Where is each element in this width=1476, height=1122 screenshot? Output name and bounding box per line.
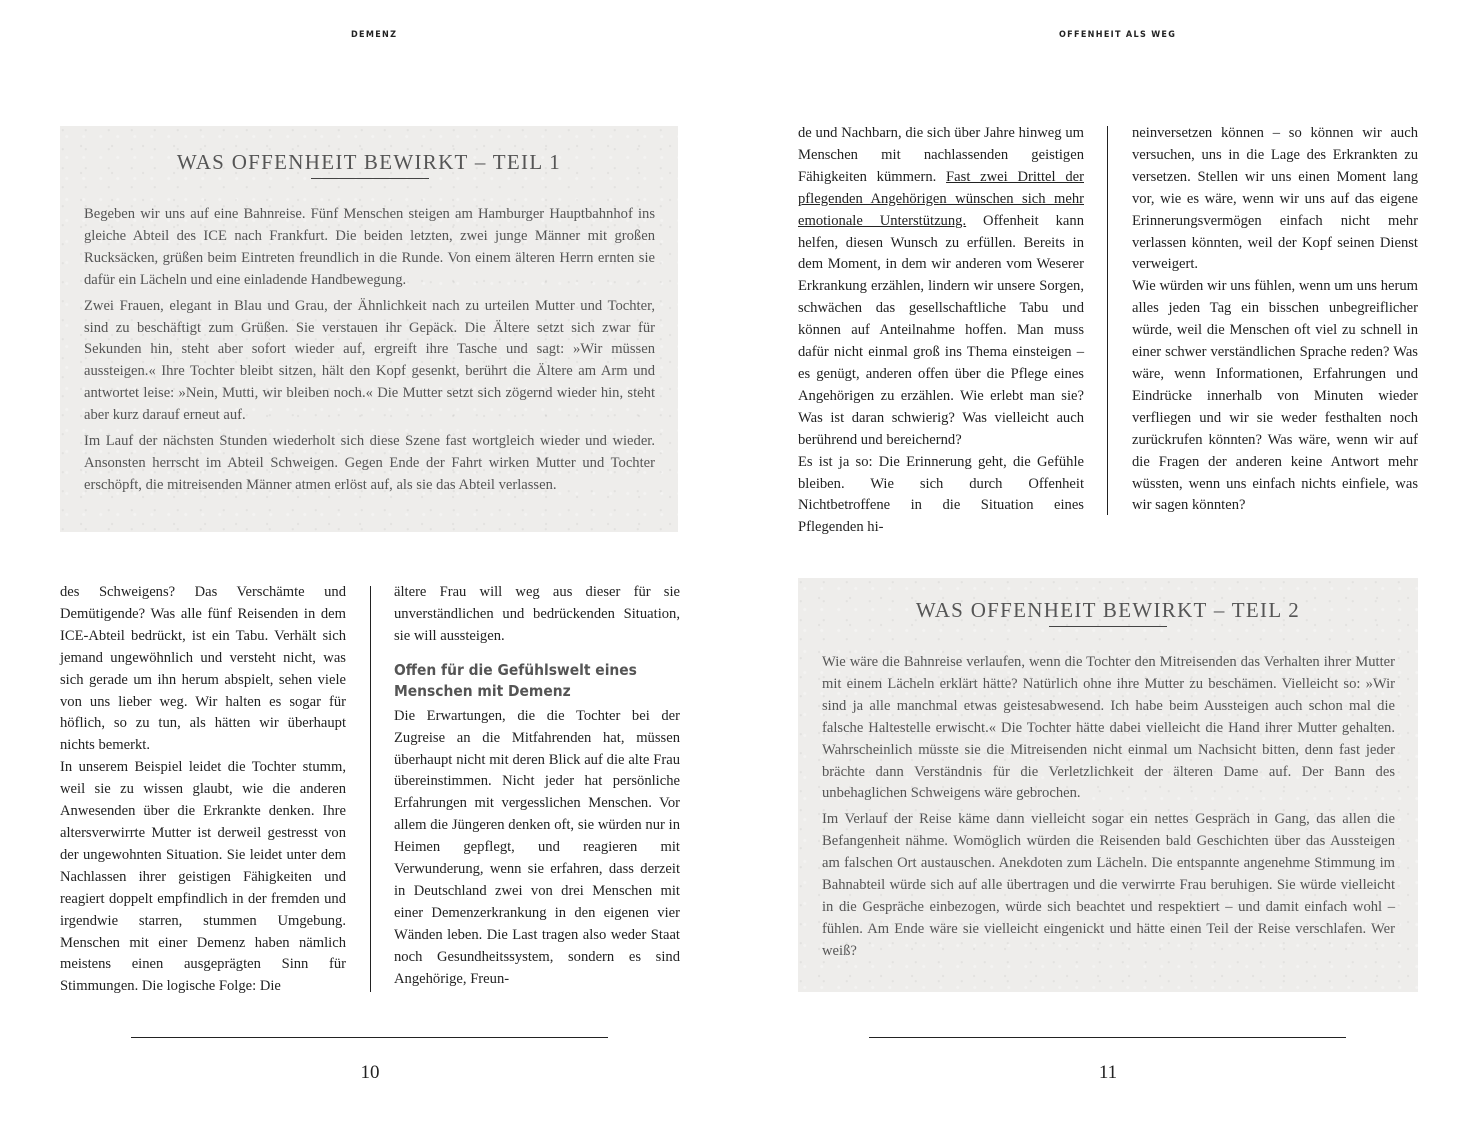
text-run: Offenheit kann helfen, diesen Wunsch zu erfüllen. Bereits in dem Moment, in dem wir anderen vom Weserer Erkrankung erzählen, lindern wir unsere Sorgen, schwächen das gesellschaftliche Tabu und können auf Anteilnahme hoffen. Man muss dafür nicht einmal groß ins Thema einsteigen – es genügt, anderen offen über die Pflege eines Angehörigen zu erzählen. Wie erlebt man sie? Was ist daran schwierig? Was vielleicht auch berührend und bereichernd? bbox=[798, 212, 1084, 448]
body-paragraph: In unserem Beispiel leidet die Tochter stumm, weil sie zu wissen glaubt, wie die anderen Anwesenden über die Erkrankte denken. Ihre altersverwirrte Mutter ist derweil gestresst von der ungewohnten Situation. Sie leidet unter dem Nachlassen ihrer geistigen Fähigkeiten und reagiert doppelt empfindlich in der fremden und irgendwie starren, stummen Umgebung. Menschen mit einer Demenz haben nämlich meistens einen ausgeprägten Sinn für Stimmungen. Die logische Folge: Die bbox=[60, 759, 346, 995]
body-paragraph: Es ist ja so: Die Erinnerung geht, die Gefühle bleiben. Wie sich durch Offenheit Nichtbetroffene in die Situation eines Pflegenden hi- bbox=[798, 453, 1084, 536]
body-paragraph bbox=[798, 123, 1084, 452]
info-box-paragraph: Begeben wir uns auf eine Bahnreise. Fünf Menschen steigen am Hamburger Hauptbahnhof ins gleiche Abteil des ICE nach Frankfurt. Die beiden letzten, zwei junge Männer mit großen Rucksäcken, grüßen beim Eintreten freundlich in die Runde. Von einem älteren Herrn ernten sie dafür ein Lächeln und eine einladende Handbewegung. bbox=[84, 206, 655, 288]
footer-rule bbox=[131, 1037, 608, 1038]
page-number-right: 11 bbox=[1098, 1062, 1118, 1083]
info-box-paragraph: Wie wäre die Bahnreise verlaufen, wenn die Tochter den Mitreisenden das Verhalten ihrer Mutter mit einem Lächeln erklärt hätte? Natürlich ohne ihre Mutter zu beschämen. Vielleicht so: »Wir sind ja alle manchmal etwas geistesabwesend. Ich habe beim Aussteigen auch schon mal die falsche Haltestelle erwischt.« Die Tochter hätte dabei vielleicht die Hand ihrer Mutter gehalten. Wahrscheinlich müsste sie die Mitreisenden nicht einmal um Nachsicht bitten, denn fast jeder brächte dann Verständnis für die Verletzlichkeit der älteren Dame auf. Der Bann des unbehaglichen Schweigens wäre gebrochen. bbox=[822, 654, 1395, 802]
body-paragraph: ältere Frau will weg aus dieser für sie unverständlichen und bedrückenden Situation, sie will aussteigen. bbox=[394, 584, 680, 644]
text-column-left-1 bbox=[60, 582, 346, 998]
info-box-text bbox=[822, 652, 1395, 967]
info-box-paragraph: Zwei Frauen, elegant in Blau und Grau, der Ähnlichkeit nach zu urteilen Mutter und Tochter, sind zu beschäftigt zum Grüßen. Sie verstauen ihr Gepäck. Die Ältere setzt sich zwar für Sekunden hin, steht aber sofort wieder auf, ergreift ihre Tasche und sagt: »Wir müssen aussteigen.« Ihre Tochter bleibt sitzen, hält den Kopf gesenkt, berührt die Ältere am Arm und antwortet leise: »Nein, Mutti, wir bleiben noch.« Die Mutter setzt sich zögernd wieder hin, steht aber kurz darauf erneut auf. bbox=[84, 297, 655, 424]
footer-rule bbox=[869, 1037, 1346, 1038]
body-paragraph: neinversetzen können – so können wir auch versuchen, uns in die Lage des Erkrankten zu versetzen. Stellen wir uns einen Moment lang vor, wie es wäre, wenn wir uns auf das eigene Erinnerungsvermögen einfach nicht mehr verlassen könnten, weil der Kopf seinen Dienst verweigert. bbox=[1132, 125, 1418, 273]
info-box-part-2 bbox=[798, 578, 1418, 992]
title-underline bbox=[311, 178, 429, 179]
text-column-right-1 bbox=[798, 123, 1084, 539]
body-paragraph: Die Erwartungen, die die Tochter bei der Zugreise an die Mitfahrenden hat, müssen überhaupt nicht mit deren Blick auf die alte Frau übereinstimmen. Nicht jeder hat persönliche Erfahrungen mit vergesslichen Menschen. Vor allem die Jüngeren denken oft, sie würden nur in Heimen gepflegt, und reagieren mit Verwunderung, wenn sie erfahren, dass derzeit in Deutschland zwei von drei Menschen mit einer Demenzerkrankung in den eigenen vier Wänden leben. Die Last tragen also weder Staat noch Gesundheitssystem, sondern es sind Angehörige, Freun- bbox=[394, 707, 680, 987]
body-paragraph: des Schweigens? Das Verschämte und Demütigende? Was alle fünf Reisenden in dem ICE-Abteil bedrückt, ist ein Tabu. Verhält sich jemand ungewöhnlich und versteht nicht, was sich gerade um ihn herum abspielt, sehen viele von uns lieber weg. Wir halten es sogar für höflich, so zu tun, als hätten wir überhaupt nichts bemerkt. bbox=[60, 584, 346, 754]
page-number-left: 10 bbox=[360, 1062, 380, 1083]
text-column-right-2 bbox=[1132, 123, 1418, 517]
info-box-paragraph: Im Lauf der nächsten Stunden wiederholt sich diese Szene fast wortgleich wieder und wieder. Ansonsten herrscht im Abteil Schweigen. Gegen Ende der Fahrt wirken Mutter und Tochter erschöpft, die mitreisenden Männer atmen erlöst auf, als sie das Abteil verlassen. bbox=[84, 433, 655, 493]
running-head-right: OFFENHEIT ALS WEG bbox=[1059, 30, 1177, 40]
info-box-part-1 bbox=[60, 126, 678, 532]
body-paragraph: Wie würden wir uns fühlen, wenn um uns herum alles jeden Tag ein bisschen unbegreiflicher würde, weil die Menschen oft viel zu schnell in einer schwer verständlichen Sprache reden? Was wäre, wenn Informationen, Erfahrungen und Eindrücke innerhalb von Minuten wieder verfliegen und wir sie weder festhalten noch zurückrufen könnten? Was wäre, wenn wir auf die Fragen der anderen keine Antwort mehr wüssten, wenn uns einfach nichts einfiele, was wir sagen könnten? bbox=[1132, 278, 1418, 514]
info-box-title: WAS OFFENHEIT BEWIRKT – TEIL 2 bbox=[915, 598, 1301, 622]
underlined-statement: Fast zwei Drittel der pflegenden Angehörigen wünschen sich mehr emotionale Unterstützung. bbox=[798, 168, 1084, 229]
text-run: de und Nachbarn, die sich über Jahre hinweg um Menschen mit nachlassenden geistigen Fähigkeiten kümmern. bbox=[798, 125, 1084, 185]
column-divider bbox=[1107, 126, 1108, 515]
info-box-title: WAS OFFENHEIT BEWIRKT – TEIL 1 bbox=[176, 150, 562, 174]
right-page bbox=[738, 0, 1476, 1122]
title-underline bbox=[1049, 626, 1167, 627]
info-box-paragraph: Im Verlauf der Reise käme dann vielleicht sogar ein nettes Gespräch in Gang, das allen die Befangenheit nähme. Womöglich würden die Reisenden bald Geschichten über das Aussteigen am falschen Ort austauschen. Anekdoten zum Lächeln. Die entspannte angenehme Stimmung im Bahnabteil würde sich auf alle übertragen und die verwirrte Frau beruhigen. Sie würde vielleicht in die Gespräche einbezogen, würde sich beachtet und respektiert – und damit einfach wohl – fühlen. Am Ende wäre sie vielleicht eingenickt und hätte einen Teil der Reise verschlafen. Wer weiß? bbox=[822, 811, 1395, 959]
info-box-text bbox=[84, 204, 655, 501]
column-divider bbox=[370, 586, 371, 992]
running-head-left: DEMENZ bbox=[351, 30, 398, 40]
section-subheading: Offen für die Gefühlswelt eines Menschen mit Demenz bbox=[394, 660, 637, 700]
text-column-left-2 bbox=[394, 582, 680, 991]
